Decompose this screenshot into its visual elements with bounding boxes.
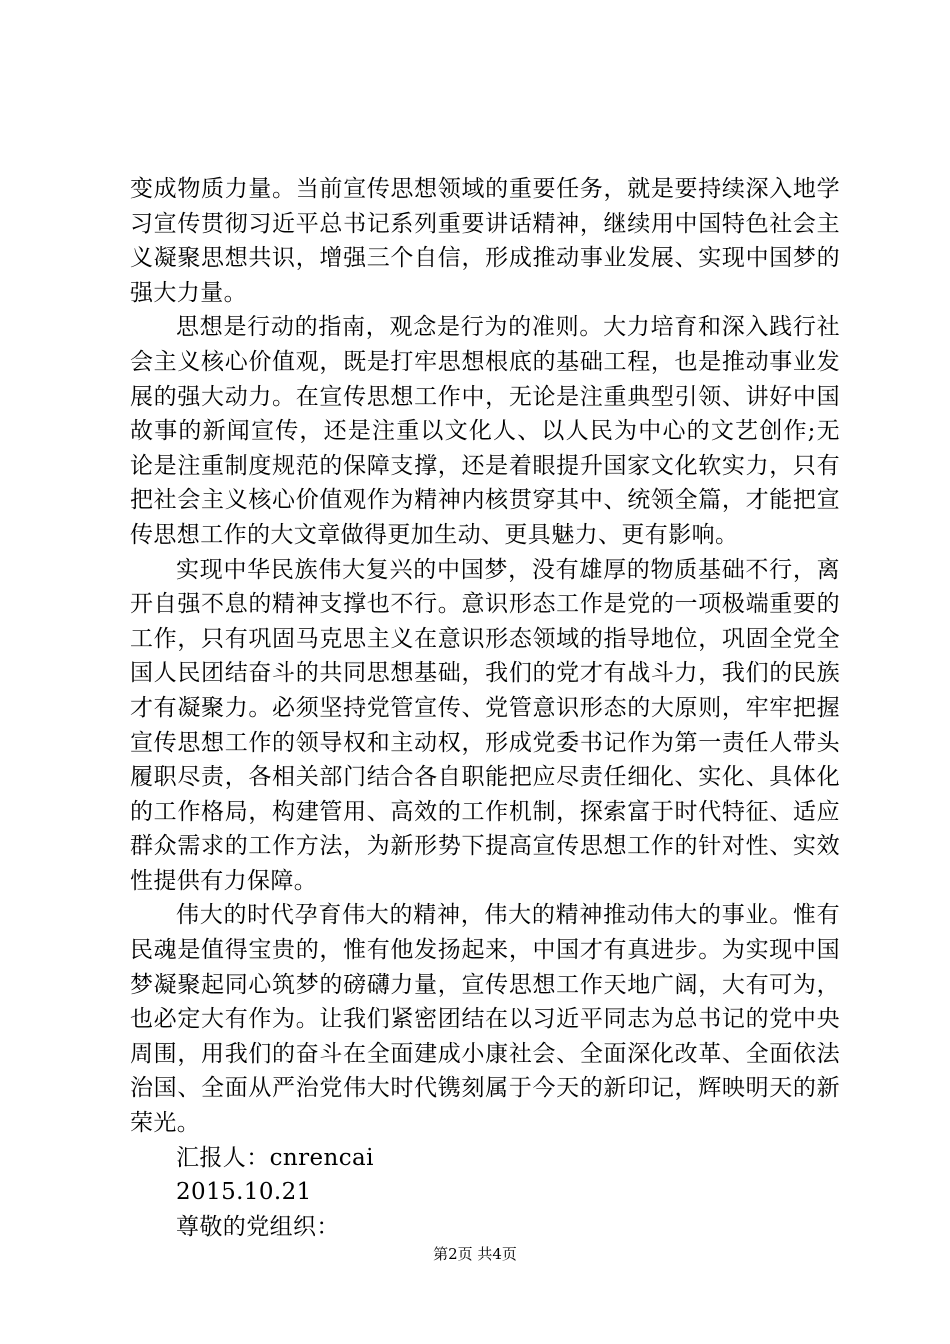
paragraph-4: 伟大的时代孕育伟大的精神，伟大的精神推动伟大的事业。惟有民魂是值得宝贵的，惟有他发扬起来，中国才有真进步。为实现中国梦凝聚起同心筑梦的磅礴力量，宣传思想工作天地广阔，大有可为，也必定大有作为。让我们紧密团结在以习近平同志为总书记的党中央周围，用我们的奋斗在全面建成小康社会、全面深化改革、全面依法治国、全面从严治党伟大时代镌刻属于今天的新印记，辉映明天的新荣光。 [130, 902, 840, 1137]
document-body [130, 172, 840, 1244]
paragraph-3: 实现中华民族伟大复兴的中国梦，没有雄厚的物质基础不行，离开自强不息的精神支撑也不行。意识形态工作是党的一项极端重要的工作，只有巩固马克思主义在意识形态领域的指导地位，巩固全党全国人民团结奋斗的共同思想基础，我们的党才有战斗力，我们的民族才有凝聚力。必须坚持党管宣传、党管意识形态的大原则，牢牢把握宣传思想工作的领导权和主动权，形成党委书记作为第一责任人带头履职尽责，各相关部门结合各自职能把应尽责任细化、实化、具体化的工作格局，构建管用、高效的工作机制，探索富于时代特征、适应群众需求的工作方法，为新形势下提高宣传思想工作的针对性、实效性提供有力保障。 [130, 556, 840, 894]
reporter-line: 汇报人：cnrencai [176, 1144, 374, 1171]
paragraph-1: 变成物质力量。当前宣传思想领域的重要任务，就是要持续深入地学习宣传贯彻习近平总书记系列重要讲话精神，继续用中国特色社会主义凝聚思想共识，增强三个自信，形成推动事业发展、实现中国梦的强大力量。 [130, 176, 840, 306]
paragraph-2: 思想是行动的指南，观念是行为的准则。大力培育和深入践行社会主义核心价值观，既是打牢思想根底的基础工程，也是推动事业发展的强大动力。在宣传思想工作中，无论是注重典型引领、讲好中国故事的新闻宣传，还是注重以文化人、以人民为中心的文艺创作;无论是注重制度规范的保障支撑，还是着眼提升国家文化软实力，只有把社会主义核心价值观作为精神内核贯穿其中、统领全篇，才能把宣传思想工作的大文章做得更加生动、更具魅力、更有影响。 [130, 314, 840, 548]
salutation-line: 尊敬的党组织： [176, 1213, 340, 1240]
date-line: 2015.10.21 [176, 1179, 312, 1206]
page-footer: 第2页 共4页 [433, 1245, 517, 1263]
